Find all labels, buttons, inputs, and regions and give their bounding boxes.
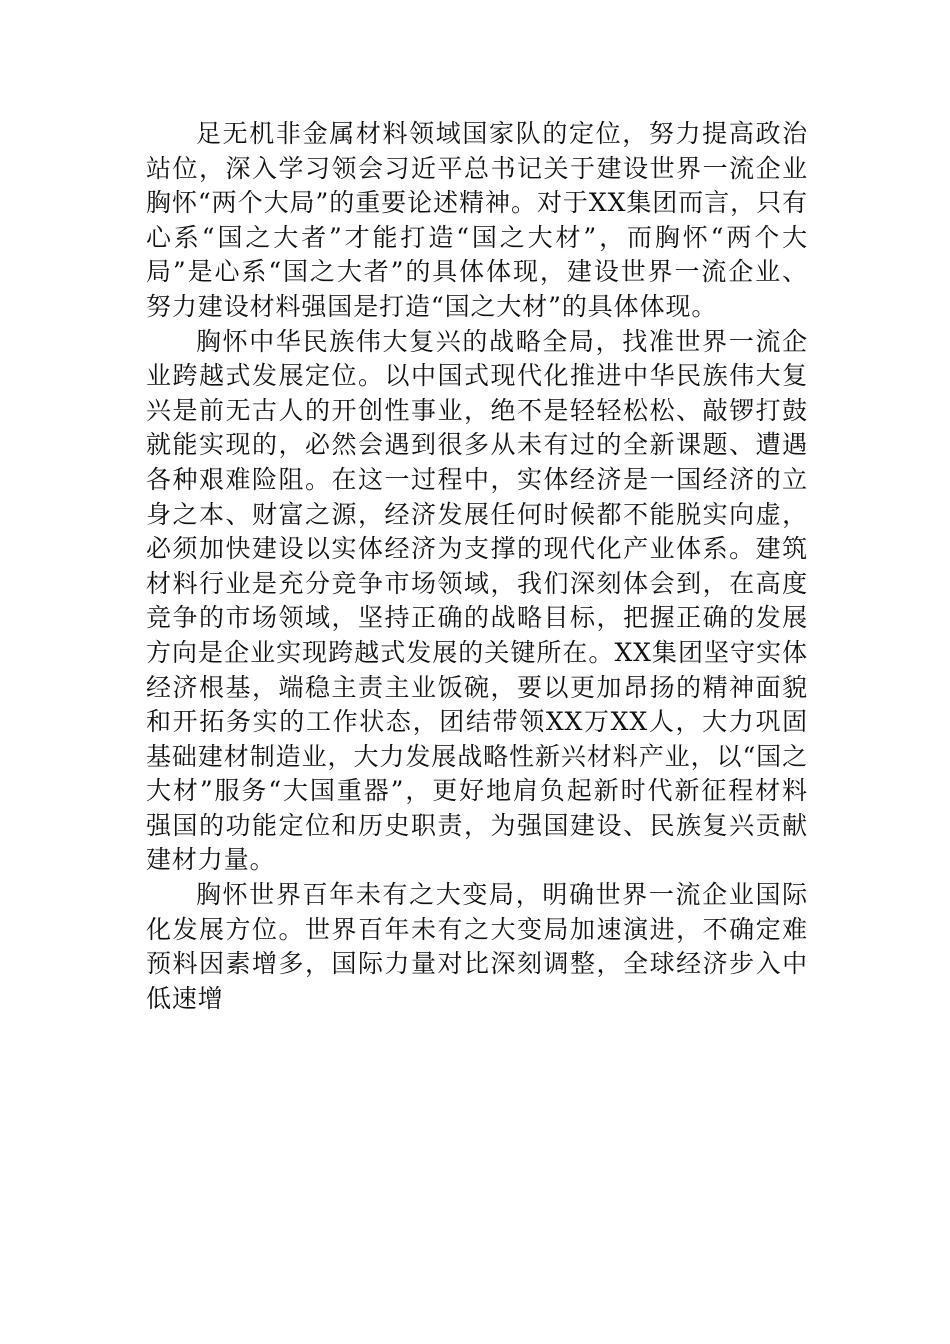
paragraph-2: 胸怀中华民族伟大复兴的战略全局，找准世界一流企业跨越式发展定位。以中国式现代化推进中华民族伟大复兴是前无古人的开创性事业，绝不是轻轻松松、敲锣打鼓就能实现的，必然会遇到很多从未有过的全新课题、遭遇各种艰难险阻。在这一过程中，实体经济是一国经济的立身之本、财富之源，经济发展任何时候都不能脱实向虚，必须加快建设以实体经济为支撑的现代化产业体系。建筑材料行业是充分竞争市场领域，我们深刻体会到，在高度竞争的市场领域，坚持正确的战略目标，把握正确的发展方向是企业实现跨越式发展的关键所在。XX集团坚守实体经济根基，端稳主责主业饭碗，要以更加昂扬的精神面貌和开拓务实的工作状态，团结带领XX万XX人，大力巩固基础建材制造业，大力发展战略性新兴材料产业，以“国之大材”服务“大国重器”，更好地肩负起新时代新征程材料强国的功能定位和历史职责，为强国建设、民族复兴贡献建材力量。 [146,326,808,875]
paragraph-1: 足无机非金属材料领域国家队的定位，努力提高政治站位，深入学习领会习近平总书记关于建设世界一流企业胸怀“两个大局”的重要论述精神。对于XX集团而言，只有心系“国之大者”才能打造“国之大材”，而胸怀“两个大局”是心系“国之大者”的具体体现，建设世界一流企业、努力建设材料强国是打造“国之大材”的具体体现。 [146,119,808,321]
paragraph-3: 胸怀世界百年未有之大变局，明确世界一流企业国际化发展方位。世界百年未有之大变局加速演进，不确定难预料因素增多，国际力量对比深刻调整，全球经济步入中低速增 [146,880,808,1013]
document-body [146,117,808,1016]
